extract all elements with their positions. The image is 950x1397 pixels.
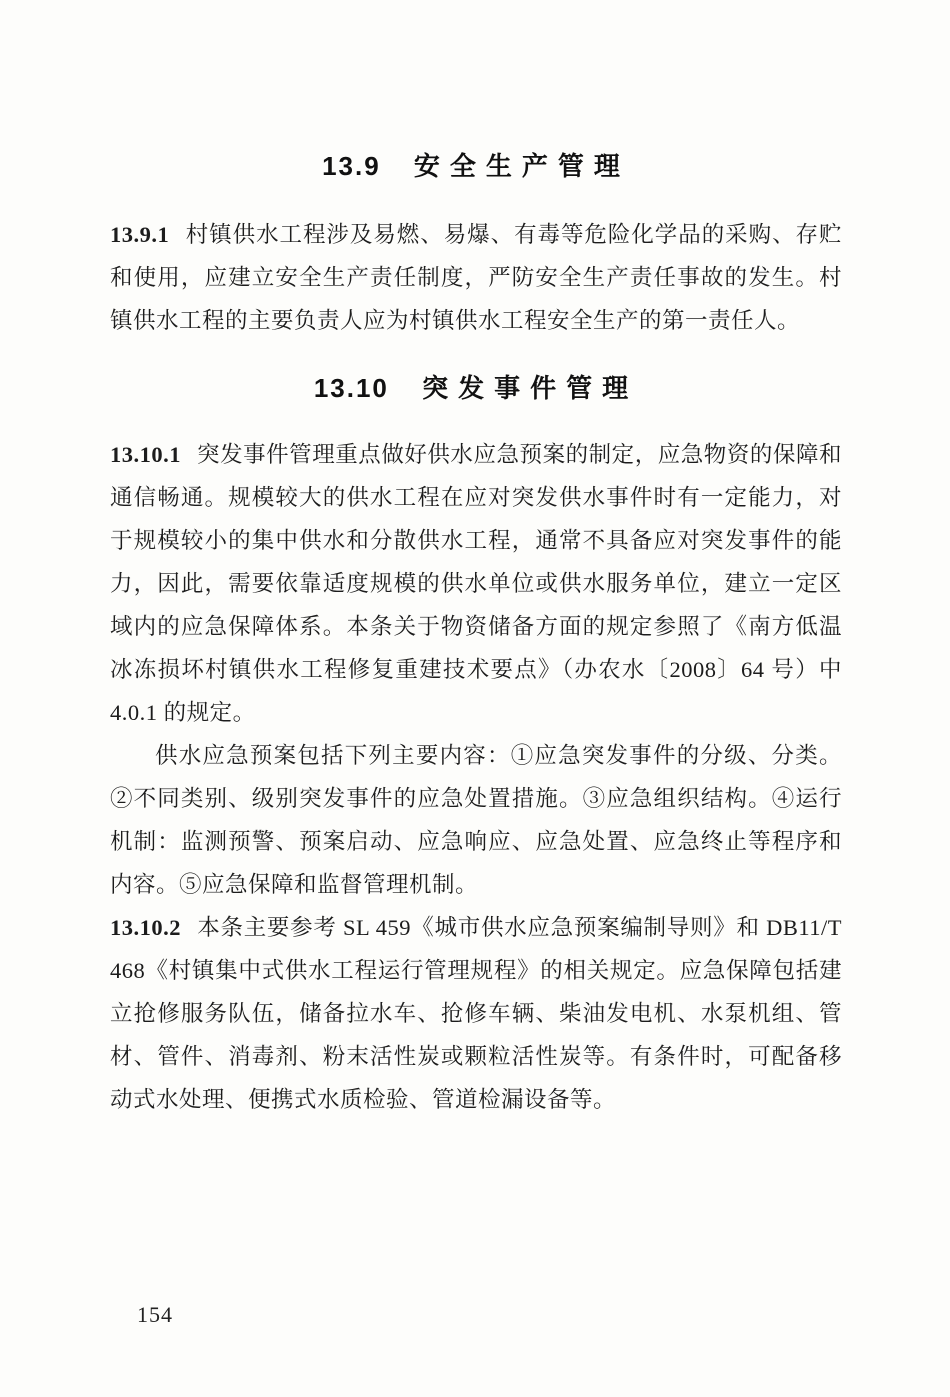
section-heading-13-10 [110, 368, 842, 405]
section-title: 安全生产管理 [413, 151, 630, 181]
clause-13-10-1-continuation [110, 734, 842, 906]
clause-13-9-1 [110, 213, 842, 342]
page-number: 154 [137, 1302, 173, 1327]
clause-13-10-1 [110, 433, 842, 734]
clause-text: 本条主要参考 SL 459《城市供水应急预案编制导则》和 DB11/T 468《村镇集中式供水工程运行管理规程》的相关规定。应急保障包括建立抢修服务队伍，储备拉水车、抢修车辆、柴油发电机、水泵机组、管材、管件、消毒剂、粉末活性炭或颗粒活性炭等。有条件时，可配备移动式水处理、便携式水质检验、管道检漏设备等。 [110, 915, 842, 1112]
section-heading-13-9 [110, 146, 842, 183]
clause-text: 村镇供水工程涉及易燃、易爆、有毒等危险化学品的采购、存贮和使用，应建立安全生产责任制度，严防安全生产责任事故的发生。村镇供水工程的主要负责人应为村镇供水工程安全生产的第一责任人。 [110, 222, 842, 333]
clause-number: 13.10.1 [110, 442, 181, 467]
section-title: 突发事件管理 [422, 373, 639, 403]
section-number: 13.9 [322, 151, 381, 181]
clause-text: 突发事件管理重点做好供水应急预案的制定，应急物资的保障和通信畅通。规模较大的供水工程在应对突发供水事件时有一定能力，对于规模较小的集中供水和分散供水工程，通常不具备应对突发事件的能力，因此，需要依靠适度规模的供水单位或供水服务单位，建立一定区域内的应急保障体系。本条关于物资储备方面的规定参照了《南方低温冰冻损坏村镇供水工程修复重建技术要点》（办农水〔2008〕64 号）中 4.0.1 的规定。 [110, 442, 842, 725]
section-number: 13.10 [313, 373, 389, 403]
clause-13-10-2 [110, 906, 842, 1121]
clause-number: 13.10.2 [110, 915, 181, 940]
clause-number: 13.9.1 [110, 222, 170, 247]
clause-text: 供水应急预案包括下列主要内容：①应急突发事件的分级、分类。②不同类别、级别突发事件的应急处置措施。③应急组织结构。④运行机制：监测预警、预案启动、应急响应、应急处置、应急终止等程序和内容。⑤应急保障和监督管理机制。 [110, 743, 842, 897]
